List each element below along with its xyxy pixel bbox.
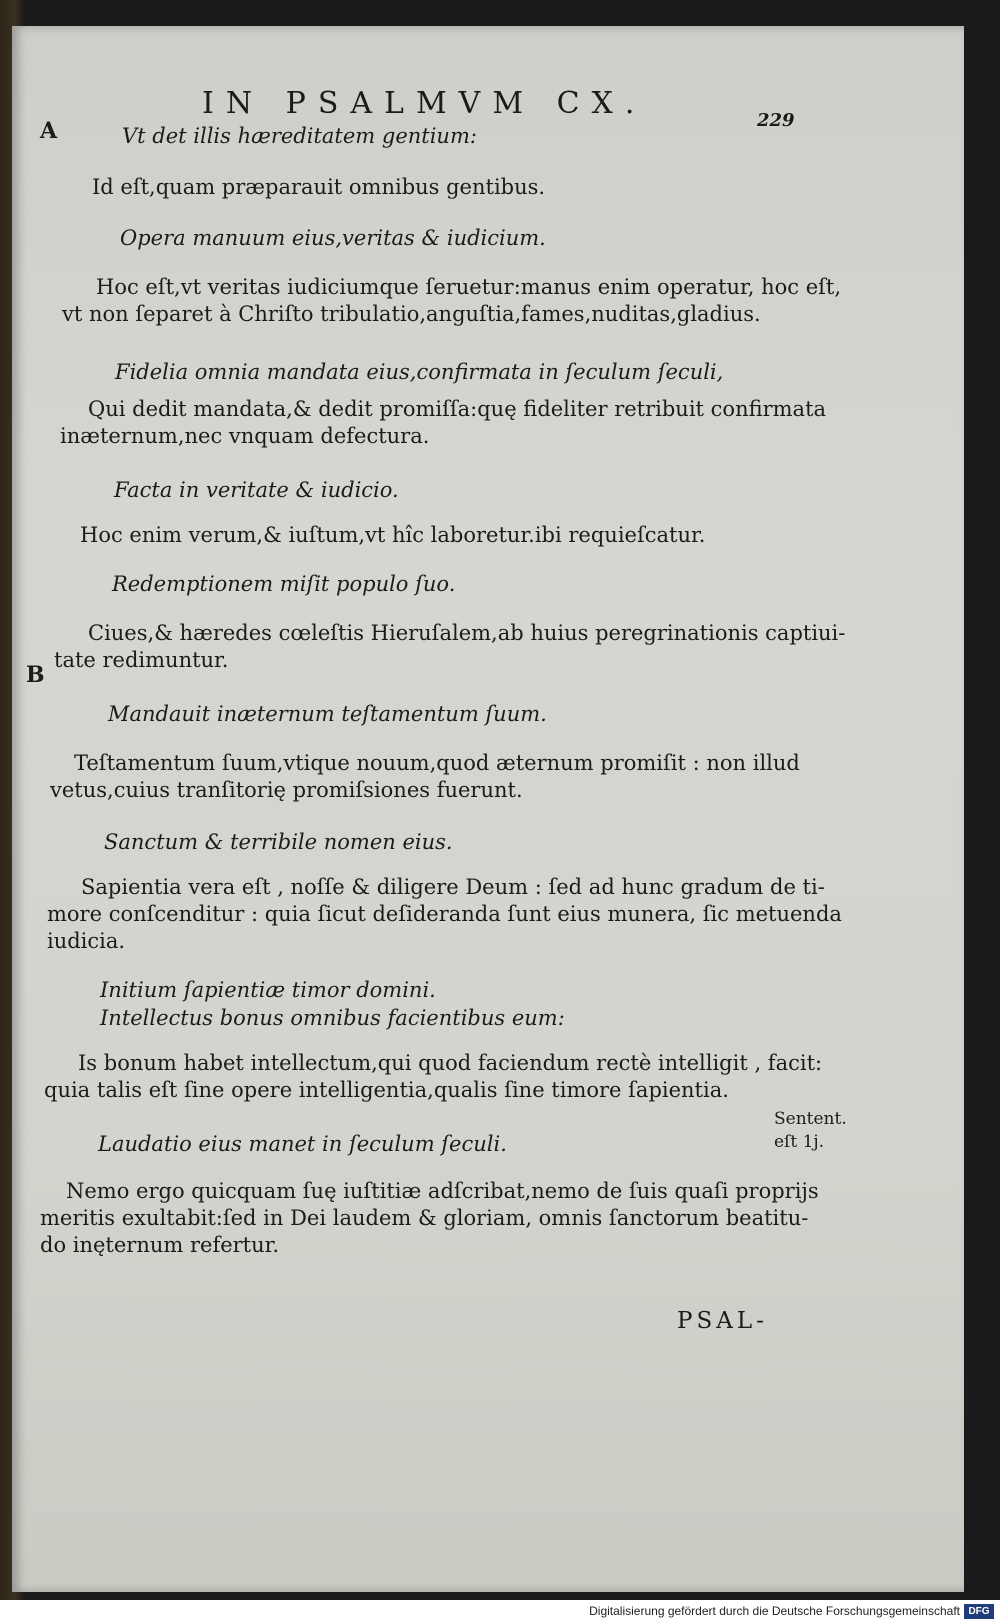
commentary-line: tate redimuntur. bbox=[54, 648, 229, 672]
commentary-line: vt non ſeparet à Chriſto tribulatio,anguſtia,fames,nuditas,gladius. bbox=[62, 302, 761, 326]
verse-line: Vt det illis hæreditatem gentium: bbox=[122, 124, 477, 148]
verse-line: Laudatio eius manet in ſeculum ſeculi. bbox=[98, 1132, 507, 1156]
commentary-line: Hoc eſt,vt veritas iudiciumque ſeruetur:manus enim operatur, hoc eſt, bbox=[96, 275, 842, 299]
commentary-paragraph bbox=[60, 396, 827, 450]
commentary-line: quia talis eſt ſine opere intelligentia,qualis ſine timore ſapientia. bbox=[44, 1078, 729, 1102]
commentary-line: Qui dedit mandata,& dedit promiſſa:quę fideliter retribuit confirmata bbox=[88, 397, 827, 421]
commentary-paragraph bbox=[44, 1050, 823, 1104]
dfg-logo-icon: DFG bbox=[964, 1604, 994, 1619]
commentary-line: vetus,cuius tranſitorię promiſsiones fuerunt. bbox=[50, 778, 523, 802]
commentary-paragraph bbox=[54, 620, 846, 674]
commentary-paragraph bbox=[40, 1178, 819, 1259]
commentary-line: Is bonum habet intellectum,qui quod faciendum rectè intelligit , facit: bbox=[78, 1051, 823, 1075]
running-title: IN PSALMVM CX. bbox=[202, 86, 647, 121]
digitization-footer bbox=[0, 1600, 1000, 1624]
verse-line: Fidelia omnia mandata eius,confirmata in ſeculum ſeculi, bbox=[115, 360, 724, 384]
verse-line: Initium ſapientiæ timor domini. bbox=[100, 978, 436, 1002]
margin-letter-b: B bbox=[26, 662, 45, 688]
commentary-line: Nemo ergo quicquam ſuę iuſtitiæ adſcribat,nemo de ſuis quaſi proprijs bbox=[66, 1179, 819, 1203]
commentary-line: iudicia. bbox=[47, 929, 126, 953]
commentary-paragraph bbox=[62, 274, 842, 328]
verse-line: Opera manuum eius,veritas & iudicium. bbox=[120, 226, 546, 250]
margin-note: Sentent. eſt 1j. bbox=[774, 1109, 847, 1152]
commentary-paragraph bbox=[50, 750, 800, 804]
commentary-line: do inęternum refertur. bbox=[40, 1233, 280, 1257]
commentary-line: meritis exultabit:ſed in Dei laudem & gloriam, omnis ſanctorum beatitu- bbox=[40, 1206, 809, 1230]
commentary-line: Id eſt,quam præparauit omnibus gentibus. bbox=[92, 175, 546, 199]
commentary-line: Ciues,& hæredes cœleſtis Hieruſalem,ab huius peregrinationis captiui- bbox=[88, 621, 846, 645]
commentary-paragraph bbox=[80, 522, 805, 549]
commentary-line: Teſtamentum ſuum,vtique nouum,quod æternum promiſit : non illud bbox=[74, 751, 800, 775]
verse-line: Sanctum & terribile nomen eius. bbox=[104, 830, 453, 854]
verse-line: Redemptionem miſit populo ſuo. bbox=[112, 572, 456, 596]
catchword: PSAL- bbox=[677, 1308, 768, 1334]
verse-line: Mandauit inæternum teſtamentum ſuum. bbox=[108, 702, 547, 726]
commentary-line: Hoc enim verum,& iuſtum,vt hîc laboretur.ibi requieſcatur. bbox=[80, 523, 706, 547]
commentary-line: inæternum,nec vnquam defectura. bbox=[60, 424, 430, 448]
footer-credit: Digitalisierung gefördert durch die Deutsche Forschungsgemeinschaft bbox=[589, 1604, 960, 1618]
commentary-paragraph bbox=[47, 874, 842, 955]
commentary-line: Sapientia vera eſt , noſſe & diligere Deum : ſed ad hunc gradum de ti- bbox=[81, 875, 825, 899]
commentary-paragraph bbox=[92, 174, 817, 201]
margin-letter-a: A bbox=[40, 118, 58, 144]
verse-line: Facta in veritate & iudicio. bbox=[114, 478, 399, 502]
folio-number: 229 bbox=[757, 110, 795, 131]
commentary-line: more conſcenditur : quia ſicut deſideranda ſunt eius munera, ſic metuenda bbox=[47, 902, 842, 926]
verse-line: Intellectus bonus omnibus facientibus eum: bbox=[100, 1006, 565, 1030]
book-page bbox=[12, 26, 964, 1592]
